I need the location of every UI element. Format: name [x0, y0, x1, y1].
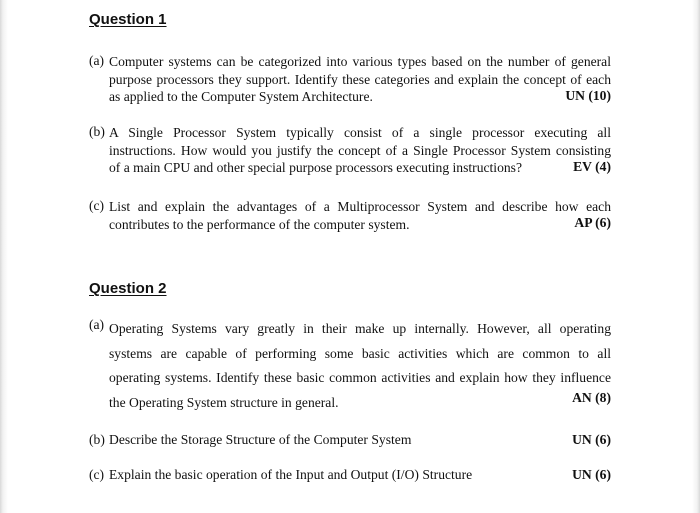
- question-1a: [89, 53, 611, 106]
- question-2b-label: (b): [89, 432, 105, 447]
- question-1c-label: (c): [89, 198, 105, 213]
- question-2b-text: Describe the Storage Structure of the Computer System: [109, 432, 412, 447]
- page-edge-left: [0, 0, 62, 513]
- question-2-heading: Question 2: [89, 280, 167, 297]
- question-2c-label: (c): [89, 467, 105, 482]
- question-2c: [89, 467, 611, 483]
- question-1b-label: (b): [89, 124, 105, 139]
- question-2c-text: Explain the basic operation of the Input and Output (I/O) Structure: [109, 467, 473, 482]
- question-1b: [89, 124, 611, 177]
- question-2a-label: (a): [89, 317, 105, 332]
- question-1c: [89, 198, 611, 233]
- question-1c-text: List and explain the advantages of a Multiprocessor System and describe how each contributes to the performance of the computer system.: [109, 199, 611, 232]
- question-2b: [89, 432, 611, 448]
- page-edge-right: [636, 0, 700, 513]
- question-2a: [89, 317, 611, 415]
- question-1-heading: Question 1: [89, 11, 167, 28]
- question-2a-text: Operating Systems vary greatly in their make up internally. However, all operating systems are capable of performing some basic activities which are common to all operating systems. Identify these basic common activities and explain how they influence the Operating System structure in general.: [109, 321, 611, 410]
- question-1a-label: (a): [89, 53, 105, 68]
- question-2a-mark: AN (8): [572, 390, 611, 405]
- question-1c-mark: AP (6): [574, 215, 611, 230]
- question-2b-mark: UN (6): [572, 432, 611, 447]
- question-1b-mark: EV (4): [573, 159, 611, 174]
- question-1a-text: Computer systems can be categorized into various types based on the number of general purpose processors they support. Identify these categories and explain the concept of each as applied to the Computer System Architecture.: [109, 54, 611, 104]
- question-1b-text: A Single Processor System typically consist of a single processor executing all instructions. How would you justify the concept of a Single Processor System consisting of a main CPU and other special purpose processors executing instructions?: [109, 125, 611, 175]
- question-1a-mark: UN (10): [565, 88, 611, 103]
- question-2c-mark: UN (6): [572, 467, 611, 482]
